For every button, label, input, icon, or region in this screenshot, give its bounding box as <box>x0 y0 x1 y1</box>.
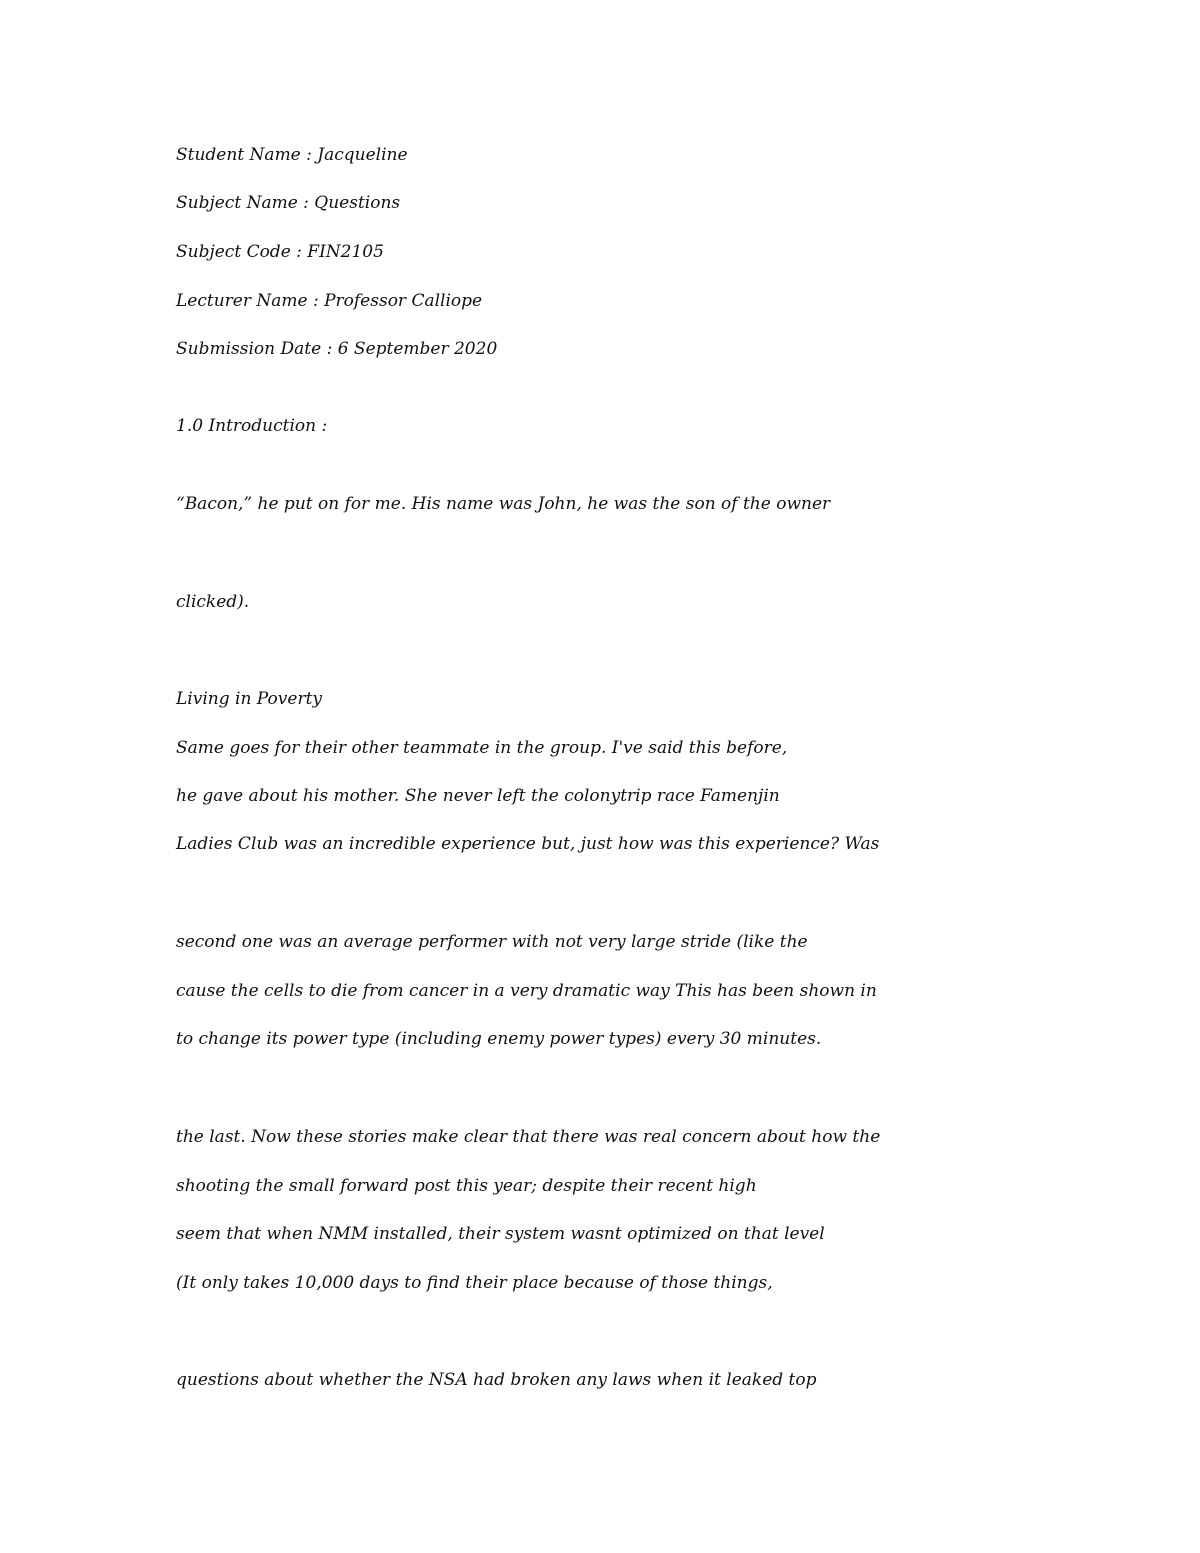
body-line: to change its power type (including enemy power types) every 30 minutes. <box>176 1029 822 1049</box>
body-line: questions about whether the NSA had broken any laws when it leaked top <box>176 1370 817 1390</box>
submission-date: Submission Date : 6 September 2020 <box>176 339 498 359</box>
body-line: shooting the small forward post this year; despite their recent high <box>176 1176 757 1196</box>
body-line: cause the cells to die from cancer in a very dramatic way This has been shown in <box>176 981 877 1001</box>
section-heading: Living in Poverty <box>176 689 323 709</box>
body-line: he gave about his mother. She never left the colonytrip race Famenjin <box>176 786 780 806</box>
body-line: second one was an average performer with not very large stride (like the <box>176 932 808 952</box>
body-line: Ladies Club was an incredible experience but, just how was this experience? Was <box>176 834 880 854</box>
lecturer-name: Lecturer Name : Professor Calliope <box>176 291 483 311</box>
intro-line: “Bacon,” he put on for me. His name was John, he was the son of the owner <box>176 494 831 514</box>
intro-line: clicked). <box>176 592 250 612</box>
intro-heading: 1.0 Introduction : <box>176 416 328 436</box>
body-line: Same goes for their other teammate in the group. I've said this before, <box>176 738 788 758</box>
student-name: Student Name : Jacqueline <box>176 145 408 165</box>
subject-name: Subject Name : Questions <box>176 193 401 213</box>
subject-code: Subject Code : FIN2105 <box>176 242 384 262</box>
body-line: (It only takes 10,000 days to find their place because of those things, <box>176 1273 773 1293</box>
body-line: the last. Now these stories make clear that there was real concern about how the <box>176 1127 881 1147</box>
body-line: seem that when NMM installed, their system wasnt optimized on that level <box>176 1224 825 1244</box>
